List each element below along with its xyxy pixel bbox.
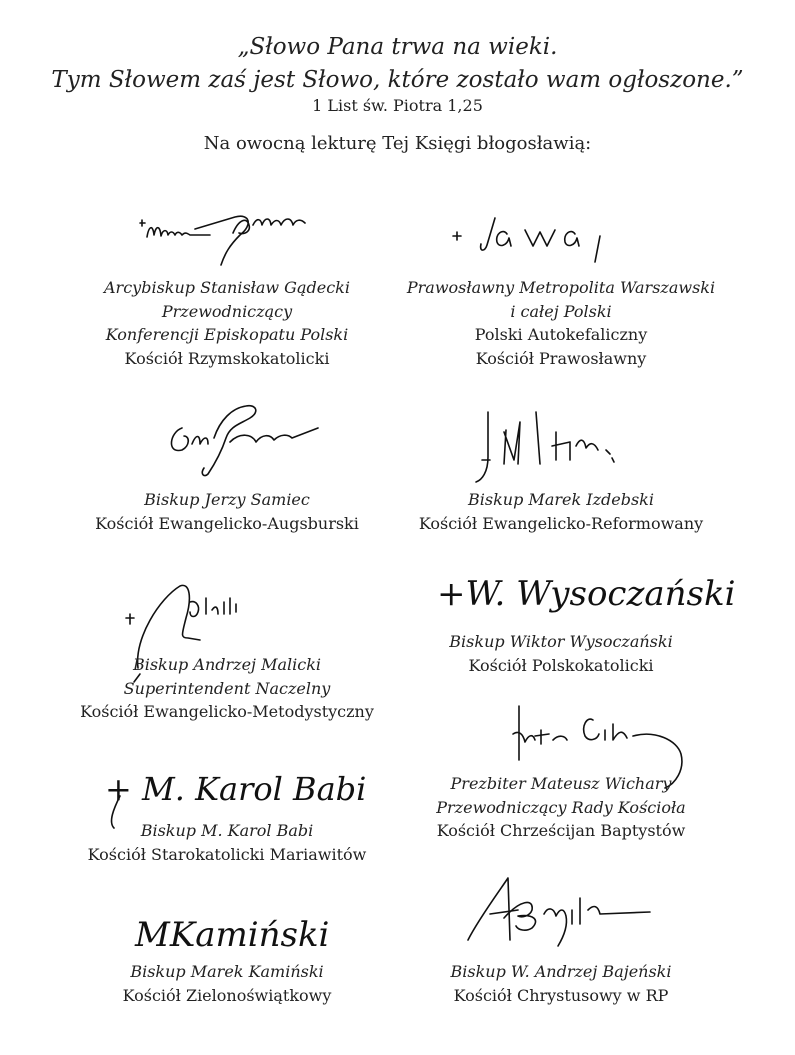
signatory-wysoczanski bbox=[396, 630, 726, 677]
signature-sawa-text-layer bbox=[445, 200, 450, 201]
signature-gadecki bbox=[135, 195, 315, 275]
signatory-sawa bbox=[396, 276, 726, 370]
signature-sawa-text: + Sawa, bbox=[445, 200, 450, 201]
signature-kaminski-text: MKamiński bbox=[135, 915, 330, 955]
signatory-name: Biskup Andrzej Malicki bbox=[132, 655, 322, 674]
signatory-name: Biskup Wiktor Wysoczański bbox=[449, 632, 673, 651]
signatory-izdebski bbox=[396, 488, 726, 535]
signatory-bajenski bbox=[396, 960, 726, 1007]
signatory-church: Kościół Prawosławny bbox=[475, 348, 647, 368]
signatory-kaminski bbox=[62, 960, 392, 1007]
signatory-name: Biskup Marek Kamiński bbox=[130, 962, 324, 981]
signatory-title: i całej Polski bbox=[510, 301, 612, 321]
signature-izdebski bbox=[470, 402, 640, 502]
signatory-name: Biskup Marek Izdebski bbox=[468, 490, 654, 509]
quote-line-2: Tym Słowem zaś jest Słowo, które zostało wam ogłoszone.” bbox=[51, 67, 744, 93]
bible-reference: 1 List św. Piotra 1,25 bbox=[312, 96, 483, 115]
signatory-malicki bbox=[62, 653, 392, 724]
signature-wysoczanski bbox=[432, 565, 736, 625]
signatory-name: Biskup Jerzy Samiec bbox=[144, 490, 310, 509]
signatory-church: Kościół Rzymskokatolicki bbox=[124, 348, 330, 368]
signatory-name: Prawosławny Metropolita Warszawski bbox=[406, 278, 716, 297]
signature-bajenski bbox=[460, 870, 660, 960]
signature-babi-text: + M. Karol Babi bbox=[105, 770, 367, 808]
signatory-church: Kościół Chrześcijan Baptystów bbox=[436, 821, 686, 840]
signatory-title: Przewodniczący Rady Kościoła bbox=[436, 797, 686, 817]
signatory-name: Arcybiskup Stanisław Gądecki bbox=[104, 278, 350, 297]
signatory-samiec bbox=[62, 488, 392, 535]
signatory-church: Kościół Ewangelicko-Reformowany bbox=[418, 513, 704, 533]
signatory-church: Kościół Polskokatolicki bbox=[468, 655, 654, 675]
signatory-wichary bbox=[396, 772, 726, 843]
signatory-church: Kościół Zielonoświątkowy bbox=[122, 985, 332, 1005]
signatory-name: Prezbiter Mateusz Wichary bbox=[450, 774, 672, 793]
signatory-title: Konferencji Episkopatu Polski bbox=[105, 325, 349, 344]
signatory-gadecki bbox=[62, 276, 392, 370]
signatory-church: Kościół Ewangelicko-Metodystyczny bbox=[80, 702, 374, 721]
signatory-church: Kościół Ewangelicko-Augsburski bbox=[95, 513, 359, 533]
signatory-title: Superintendent Naczelny bbox=[123, 678, 331, 698]
signatory-name: Biskup W. Andrzej Bajeński bbox=[450, 962, 672, 981]
signatory-title: Przewodniczący bbox=[161, 301, 293, 321]
signatory-name: Biskup M. Karol Babi bbox=[140, 821, 314, 840]
signature-kaminski bbox=[135, 900, 335, 960]
signature-sawa bbox=[445, 200, 645, 275]
signatory-church: Polski Autokefaliczny bbox=[474, 325, 648, 344]
blessing-intro: Na owocną lekturę Tej Księgi błogosławią: bbox=[203, 133, 592, 154]
signatory-babi bbox=[62, 819, 392, 866]
quote-line-1: „Słowo Pana trwa na wieki. bbox=[237, 34, 558, 60]
signature-samiec bbox=[160, 398, 330, 483]
signatory-church: Kościół Chrystusowy w RP bbox=[453, 985, 669, 1005]
signatory-church: Kościół Starokatolicki Mariawitów bbox=[87, 844, 367, 864]
signature-wysoczanski-text: +W. Wysoczański bbox=[437, 574, 736, 614]
